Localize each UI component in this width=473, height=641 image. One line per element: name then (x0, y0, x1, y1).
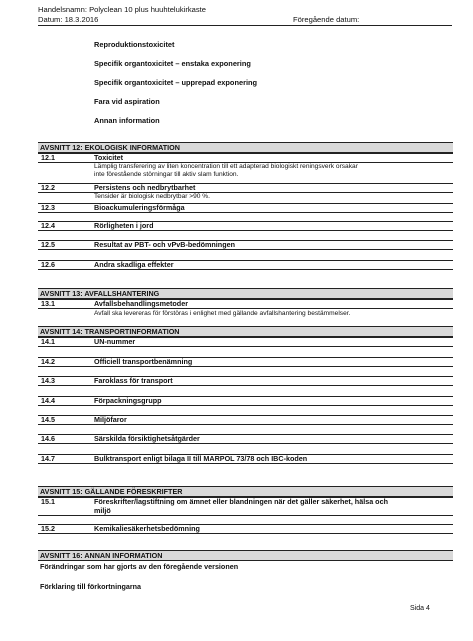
subsection-title: Bulktransport enligt bilaga II till MARPOL 73/78 och IBC-koden (94, 454, 308, 463)
subsection-title: Andra skadliga effekter (94, 260, 174, 269)
subsection-title: Miljöfaror (94, 415, 127, 424)
section-12-heading: AVSNITT 12: EKOLOGISK INFORMATION (38, 142, 453, 153)
subsection-number: 14.4 (41, 396, 55, 405)
subsection-title: Faroklass för transport (94, 376, 173, 385)
section-12-3-row (38, 203, 453, 213)
subsection-title-line2: miljö (94, 506, 111, 515)
tox-item-reproductive: Reproduktionstoxicitet (94, 40, 175, 49)
section-14-2-row (38, 357, 453, 367)
section-14-heading: AVSNITT 14: TRANSPORTINFORMATION (38, 326, 453, 337)
subsection-number: 13.1 (41, 299, 55, 308)
subsection-number: 14.7 (41, 454, 55, 463)
section-12-4-row (38, 221, 453, 231)
section-14-5-row (38, 415, 453, 425)
subsection-title: Förpackningsgrupp (94, 396, 162, 405)
subsection-title: Resultat av PBT- och vPvB-bedömningen (94, 240, 235, 249)
previous-date: Föregående datum: (293, 15, 360, 24)
subsection-title: UN-nummer (94, 337, 136, 346)
section-16-heading: AVSNITT 16: ANNAN INFORMATION (38, 550, 453, 561)
section-12-5-row (38, 240, 453, 250)
section-14-3-row (38, 376, 453, 386)
subsection-number: 14.6 (41, 434, 55, 443)
section-13-1-row (38, 299, 453, 309)
section-12-2-row (38, 183, 453, 193)
tox-item-single-exposure: Specifik organtoxicitet – enstaka exponering (94, 59, 251, 68)
subsection-number: 14.5 (41, 415, 55, 424)
section-15-1-row (38, 497, 453, 516)
subsection-number: 12.5 (41, 240, 55, 249)
subsection-number: 12.1 (41, 153, 55, 162)
subsection-title: Officiell transportbenämning (94, 357, 193, 366)
subsection-title: Särskilda försiktighetsåtgärder (94, 434, 200, 443)
persistence-text: Tensider är biologisk nedbrytbar >90 %. (94, 193, 211, 200)
subsection-title: Persistens och nedbrytbarhet (94, 183, 196, 192)
subsection-title: Avfallsbehandlingsmetoder (94, 299, 188, 308)
subsection-number: 12.2 (41, 183, 55, 192)
section-15-2-row (38, 524, 453, 534)
subsection-number: 14.3 (41, 376, 55, 385)
section-13-heading: AVSNITT 13: AVFALLSHANTERING (38, 288, 453, 299)
page-number: Sida 4 (410, 605, 430, 612)
subsection-number: 12.3 (41, 203, 55, 212)
subsection-title-line1: Föreskrifter/lagstiftning om ämnet eller blandningen när det gäller säkerhet, hälsa och (94, 497, 388, 506)
abbreviations-label: Förklaring till förkortningarna (40, 582, 142, 591)
subsection-title: Bioackumuleringsförmåga (94, 203, 185, 212)
changes-label: Förändringar som har gjorts av den föregående versionen (40, 562, 239, 571)
toxicity-text-line: inte förestående störningar till aktiv slam funktion. (94, 171, 239, 178)
tox-item-other-info: Annan information (94, 116, 160, 125)
section-14-4-row (38, 396, 453, 406)
section-14-7-row (38, 454, 453, 464)
subsection-number: 14.2 (41, 357, 55, 366)
header-rule (38, 25, 452, 26)
subsection-number: 12.6 (41, 260, 55, 269)
subsection-number: 14.1 (41, 337, 55, 346)
toxicity-text-line: Lämplig transferering av liten koncentration till ett adapterad biologiskt reningsverk orsakar (94, 163, 358, 170)
subsection-title: Toxicitet (94, 153, 124, 162)
subsection-title: Kemikaliesäkerhetsbedömning (94, 524, 200, 533)
subsection-number: 15.2 (41, 524, 55, 533)
section-15-heading: AVSNITT 15: GÄLLANDE FÖRESKRIFTER (38, 486, 453, 497)
tox-item-repeated-exposure: Specifik organtoxicitet – upprepad exponering (94, 78, 258, 87)
tox-item-aspiration: Fara vid aspiration (94, 97, 160, 106)
section-14-1-row (38, 337, 453, 347)
subsection-title: Rörligheten i jord (94, 221, 154, 230)
subsection-number: 12.4 (41, 221, 55, 230)
subsection-number: 15.1 (41, 497, 55, 506)
section-12-6-row (38, 260, 453, 270)
section-14-6-row (38, 434, 453, 444)
waste-text: Avfall ska levereras för förstöras i enlighet med gällande avfallshantering bestämmelser. (94, 310, 351, 317)
trade-name: Handelsnamn: Polyclean 10 plus huuhtelukirkaste (38, 5, 207, 14)
section-12-1-row (38, 153, 453, 163)
document-date: Datum: 18.3.2016 (38, 15, 99, 24)
